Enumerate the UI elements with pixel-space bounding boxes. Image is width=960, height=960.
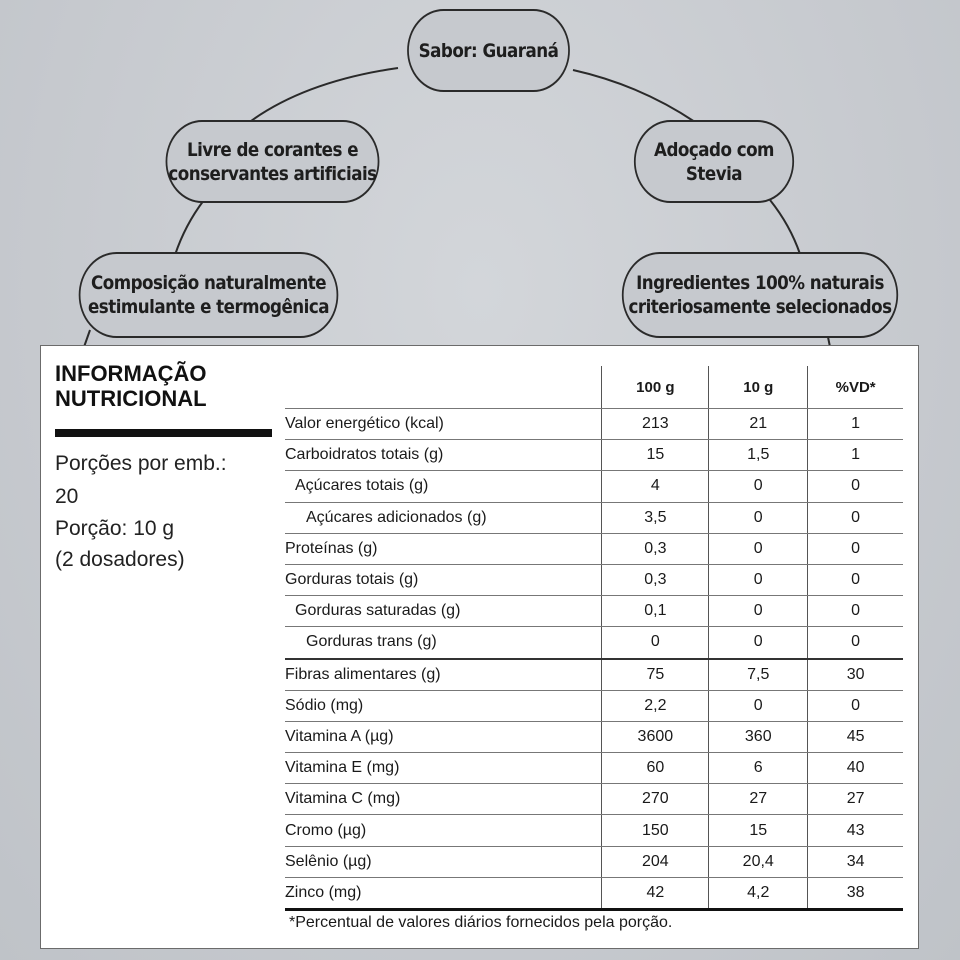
- cell-10g: 15: [709, 815, 808, 846]
- cell-10g: 7,5: [709, 659, 808, 691]
- cell-100g: 4: [602, 471, 709, 502]
- cell-100g: 204: [602, 846, 709, 877]
- cell-100g: 3,5: [602, 502, 709, 533]
- row-label: Proteínas (g): [285, 533, 602, 564]
- row-label: Gorduras trans (g): [285, 627, 602, 659]
- cell-10g: 4,2: [709, 877, 808, 909]
- table-row: [285, 440, 903, 471]
- row-label: Vitamina A (µg): [285, 721, 602, 752]
- badge-ingredients: Ingredientes 100% naturais criteriosamente selecionados: [622, 252, 898, 338]
- servings-label: Porções por emb.:: [55, 452, 227, 475]
- table-row: [285, 659, 903, 691]
- table-row: [285, 784, 903, 815]
- cell-100g: 0,1: [602, 596, 709, 627]
- cell-10g: 27: [709, 784, 808, 815]
- table-row: [285, 409, 903, 440]
- cell-vd: 27: [808, 784, 903, 815]
- cell-10g: 1,5: [709, 440, 808, 471]
- cell-100g: 42: [602, 877, 709, 909]
- cell-vd: 30: [808, 659, 903, 691]
- table-row: [285, 721, 903, 752]
- cell-10g: 21: [709, 409, 808, 440]
- cell-10g: 0: [709, 533, 808, 564]
- nutrition-title: INFORMAÇÃO NUTRICIONAL: [55, 361, 207, 411]
- cell-vd: 38: [808, 877, 903, 909]
- row-label: Fibras alimentares (g): [285, 659, 602, 691]
- badge-sweetened-stevia: Adoçado com Stevia: [634, 120, 794, 203]
- cell-vd: 0: [808, 564, 903, 595]
- row-label: Açúcares adicionados (g): [285, 502, 602, 533]
- servings-value: 20: [55, 485, 79, 508]
- cell-10g: 360: [709, 721, 808, 752]
- cell-vd: 0: [808, 690, 903, 721]
- cell-100g: 15: [602, 440, 709, 471]
- cell-vd: 0: [808, 596, 903, 627]
- row-label: Gorduras totais (g): [285, 564, 602, 595]
- table-row: [285, 627, 903, 659]
- cell-vd: 1: [808, 409, 903, 440]
- portion-size: Porção: 10 g: [55, 517, 175, 540]
- row-label: Vitamina C (mg): [285, 784, 602, 815]
- cell-100g: 0,3: [602, 564, 709, 595]
- cell-vd: 43: [808, 815, 903, 846]
- portion-note: (2 dosadores): [55, 548, 185, 571]
- header-100g: 100 g: [602, 366, 709, 409]
- cell-vd: 1: [808, 440, 903, 471]
- cell-10g: 6: [709, 753, 808, 784]
- cell-100g: 0,3: [602, 533, 709, 564]
- title-divider: [55, 429, 272, 437]
- nutrition-table: [285, 366, 903, 911]
- cell-vd: 45: [808, 721, 903, 752]
- badge-no-colorants: Livre de corantes e conservantes artificiais: [166, 120, 380, 203]
- badge-composition: Composição naturalmente estimulante e termogênica: [79, 252, 339, 338]
- header-10g: 10 g: [709, 366, 808, 409]
- row-label: Sódio (mg): [285, 690, 602, 721]
- vd-footnote: *Percentual de valores diários fornecidos pela porção.: [289, 914, 673, 931]
- cell-100g: 3600: [602, 721, 709, 752]
- table-row: [285, 690, 903, 721]
- cell-10g: 0: [709, 690, 808, 721]
- row-label: Selênio (µg): [285, 846, 602, 877]
- row-label: Cromo (µg): [285, 815, 602, 846]
- row-label: Açúcares totais (g): [285, 471, 602, 502]
- cell-vd: 0: [808, 627, 903, 659]
- table-row: [285, 502, 903, 533]
- row-label: Zinco (mg): [285, 877, 602, 909]
- cell-100g: 75: [602, 659, 709, 691]
- cell-10g: 0: [709, 502, 808, 533]
- row-label: Gorduras saturadas (g): [285, 596, 602, 627]
- cell-10g: 0: [709, 564, 808, 595]
- cell-100g: 213: [602, 409, 709, 440]
- row-label: Carboidratos totais (g): [285, 440, 602, 471]
- cell-100g: 0: [602, 627, 709, 659]
- table-row: [285, 846, 903, 877]
- cell-100g: 150: [602, 815, 709, 846]
- cell-vd: 0: [808, 502, 903, 533]
- cell-vd: 0: [808, 533, 903, 564]
- cell-100g: 2,2: [602, 690, 709, 721]
- row-label: Vitamina E (mg): [285, 753, 602, 784]
- cell-10g: 0: [709, 627, 808, 659]
- cell-100g: 60: [602, 753, 709, 784]
- cell-10g: 0: [709, 596, 808, 627]
- table-row: [285, 753, 903, 784]
- table-row: [285, 877, 903, 909]
- table-row: [285, 471, 903, 502]
- nutrition-panel: [40, 345, 919, 949]
- header-blank: [285, 366, 602, 409]
- cell-vd: 0: [808, 471, 903, 502]
- table-row: [285, 815, 903, 846]
- cell-vd: 34: [808, 846, 903, 877]
- table-row: [285, 564, 903, 595]
- cell-10g: 0: [709, 471, 808, 502]
- table-row: [285, 596, 903, 627]
- badge-flavor: Sabor: Guaraná: [407, 9, 570, 92]
- cell-100g: 270: [602, 784, 709, 815]
- cell-vd: 40: [808, 753, 903, 784]
- table-row: [285, 533, 903, 564]
- cell-10g: 20,4: [709, 846, 808, 877]
- table-header-row: [285, 366, 903, 409]
- header-vd: %VD*: [808, 366, 903, 409]
- row-label: Valor energético (kcal): [285, 409, 602, 440]
